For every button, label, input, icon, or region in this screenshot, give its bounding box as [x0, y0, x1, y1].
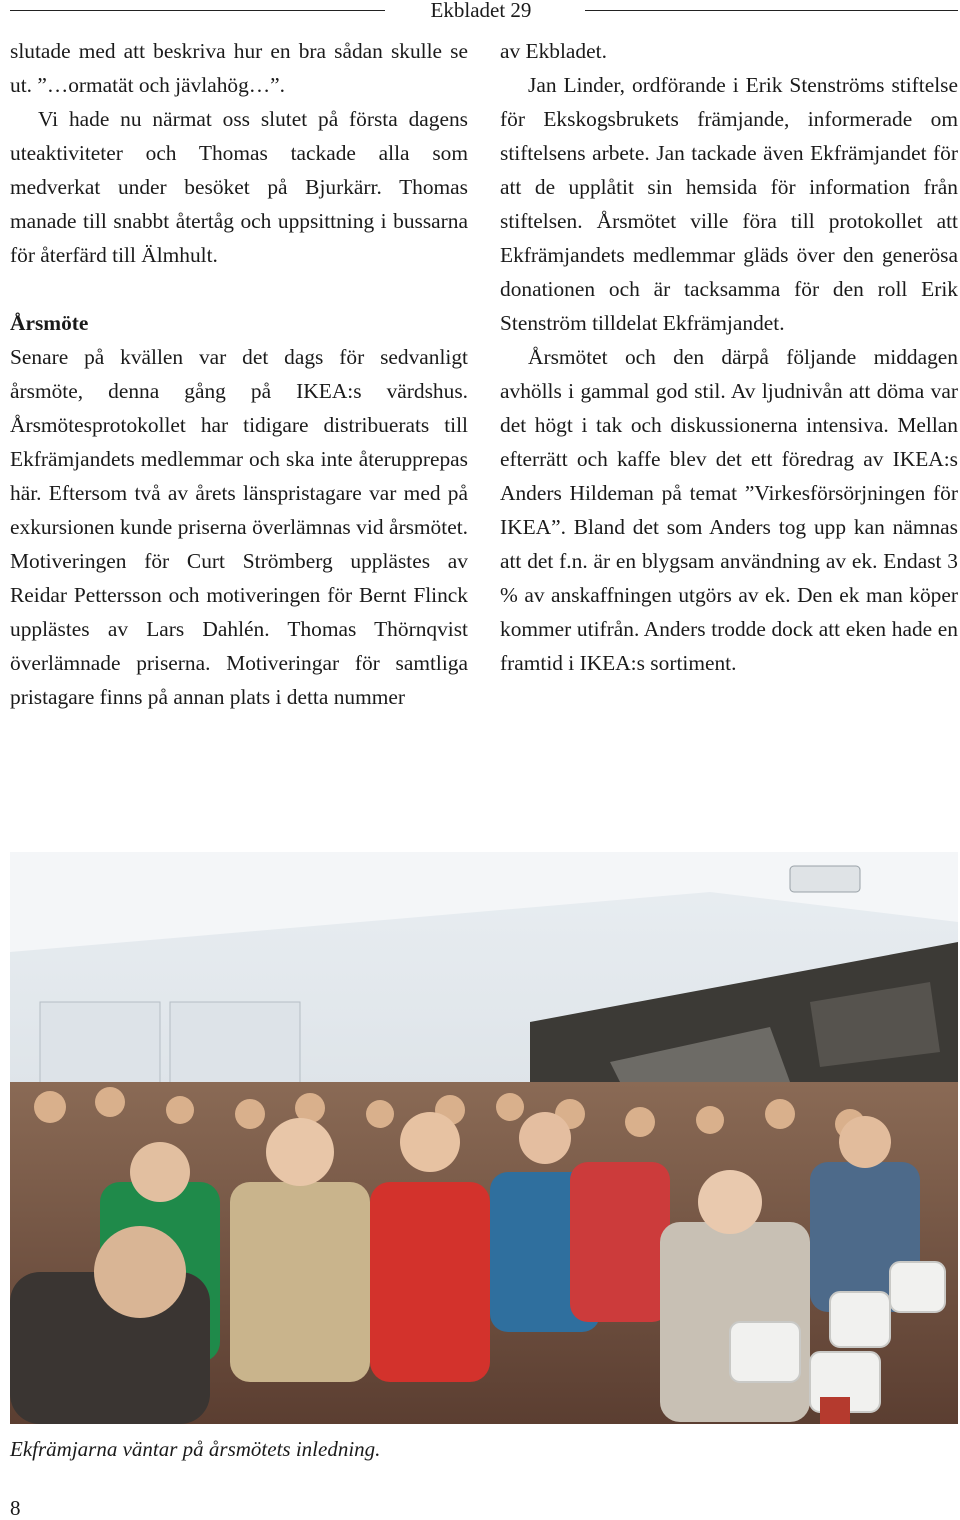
running-header-title: Ekbladet 29	[430, 0, 532, 22]
paragraph: Årsmötet och den därpå följande middagen avhölls i gammal god stil. Av ljudnivån att döma var det högt i tak och diskussionerna intensiva. Mellan efterrätt och kaffe blev det ett föredrag av IKEA:s Anders Hildeman på temat ”Virkesförsörjningen för IKEA”. Bland det som Anders tog upp kan nämnas att det f.n. är en blygsam användning av ek. Endast 3 % av anskaffningen utgörs av ek. Den ek man köper kommer utifrån. Anders trodde dock att eken hade en framtid i IKEA:s sortiment.	[500, 345, 958, 675]
right-column	[500, 34, 958, 680]
section-heading: Årsmöte	[10, 311, 89, 335]
paragraph: slutade med att beskriva hur en bra sådan skulle se ut. ”…ormatät och jävlahög…”.	[10, 39, 468, 97]
paragraph: av Ekbladet.	[500, 39, 607, 63]
meeting-photo	[10, 852, 958, 1424]
header-rule-right	[585, 10, 958, 11]
header-rule-left	[10, 10, 385, 11]
page-number: 8	[10, 1496, 21, 1520]
paragraph: Vi hade nu närmat oss slutet på första dagens uteaktiviteter och Thomas tackade alla som medverkat under besöket på Bjurkärr. Thomas manade till snabbt återtåg och uppsittning i bussarna för återfärd till Älmhult.	[10, 107, 468, 267]
paragraph: Senare på kvällen var det dags för sedvanligt årsmöte, denna gång på IKEA:s värdshus. Årsmötesprotokollet har tidigare distribuerats till Ekfrämjandets medlemmar och ska inte återupprepas här. Eftersom två av årets länspristagare var med på exkursionen kunde priserna överlämnas vid årsmötet. Motiveringen för Curt Strömberg upplästes av Reidar Pettersson och motiveringen för Bernt Flinck upplästes av Lars Dahlén. Thomas Thörnqvist överlämnade priserna. Motiveringar för samtliga pristagare finns på annan plats i detta nummer	[10, 345, 468, 709]
paragraph: Jan Linder, ordförande i Erik Stenströms stiftelse för Ekskogsbrukets främjande, informerade om stiftelsens arbete. Jan tackade även Ekfrämjandet för att de upplåtit sin hemsida för information från stiftelsen. Årsmötet ville föra till protokollet att Ekfrämjandets medlemmar gläds över den generösa donationen och är tacksamma för den roll Erik Stenström tilldelat Ekfrämjandet.	[500, 73, 958, 335]
left-column	[10, 34, 468, 714]
photo-caption: Ekfrämjarna väntar på årsmötets inledning.	[10, 1437, 381, 1461]
